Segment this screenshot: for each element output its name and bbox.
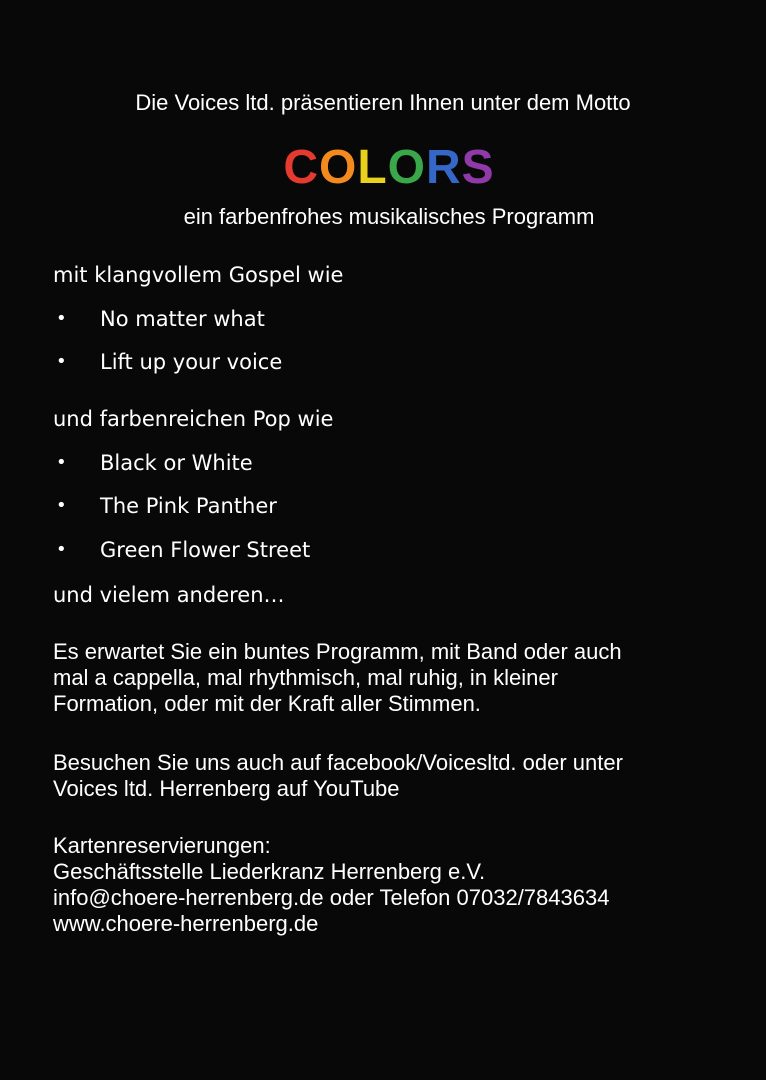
visit-line: Besuchen Sie uns auch auf facebook/Voicesltd. oder unter — [53, 750, 623, 775]
song-title: Lift up your voice — [100, 350, 283, 374]
bullet-icon: • — [56, 308, 67, 329]
bullet-icon: • — [56, 452, 67, 473]
gospel-heading: mit klangvollem Gospel wie — [53, 263, 344, 287]
intro-text: Die Voices ltd. präsentieren Ihnen unter dem Motto — [135, 90, 631, 115]
visit-paragraph — [53, 750, 743, 802]
contact-heading: Kartenreservierungen: — [53, 833, 271, 858]
motto-letter: S — [461, 141, 495, 194]
program-line: Formation, oder mit der Kraft aller Stimmen. — [53, 691, 481, 716]
pop-heading: und farbenreichen Pop wie — [53, 407, 334, 431]
song-title: No matter what — [100, 307, 265, 331]
motto-letter: O — [387, 141, 426, 194]
program-line: Es erwartet Sie ein buntes Programm, mit Band oder auch — [53, 639, 622, 664]
others-text: und vielem anderen… — [53, 583, 285, 607]
song-title: Green Flower Street — [100, 538, 311, 562]
motto-letter: R — [426, 141, 462, 194]
motto-letter: O — [318, 141, 358, 194]
visit-line: Voices ltd. Herrenberg auf YouTube — [53, 776, 400, 801]
bullet-icon: • — [56, 351, 67, 372]
program-line: mal a cappella, mal rhythmisch, mal ruhig, in kleiner — [53, 665, 558, 690]
program-paragraph — [53, 639, 743, 717]
song-title: Black or White — [100, 451, 253, 475]
bullet-icon: • — [56, 539, 67, 560]
contact-website: www.choere-herrenberg.de — [53, 911, 319, 936]
contact-email-phone: info@choere-herrenberg.de oder Telefon 07032/7843634 — [53, 885, 610, 910]
motto-letter: C — [283, 141, 319, 194]
motto-title — [0, 140, 766, 196]
contact-block — [53, 833, 743, 937]
contact-organization: Geschäftsstelle Liederkranz Herrenberg e.V. — [53, 859, 486, 884]
song-title: The Pink Panther — [100, 494, 277, 518]
motto-letter: L — [357, 141, 388, 194]
subtitle: ein farbenfrohes musikalisches Programm — [183, 204, 595, 229]
bullet-icon: • — [56, 495, 67, 516]
